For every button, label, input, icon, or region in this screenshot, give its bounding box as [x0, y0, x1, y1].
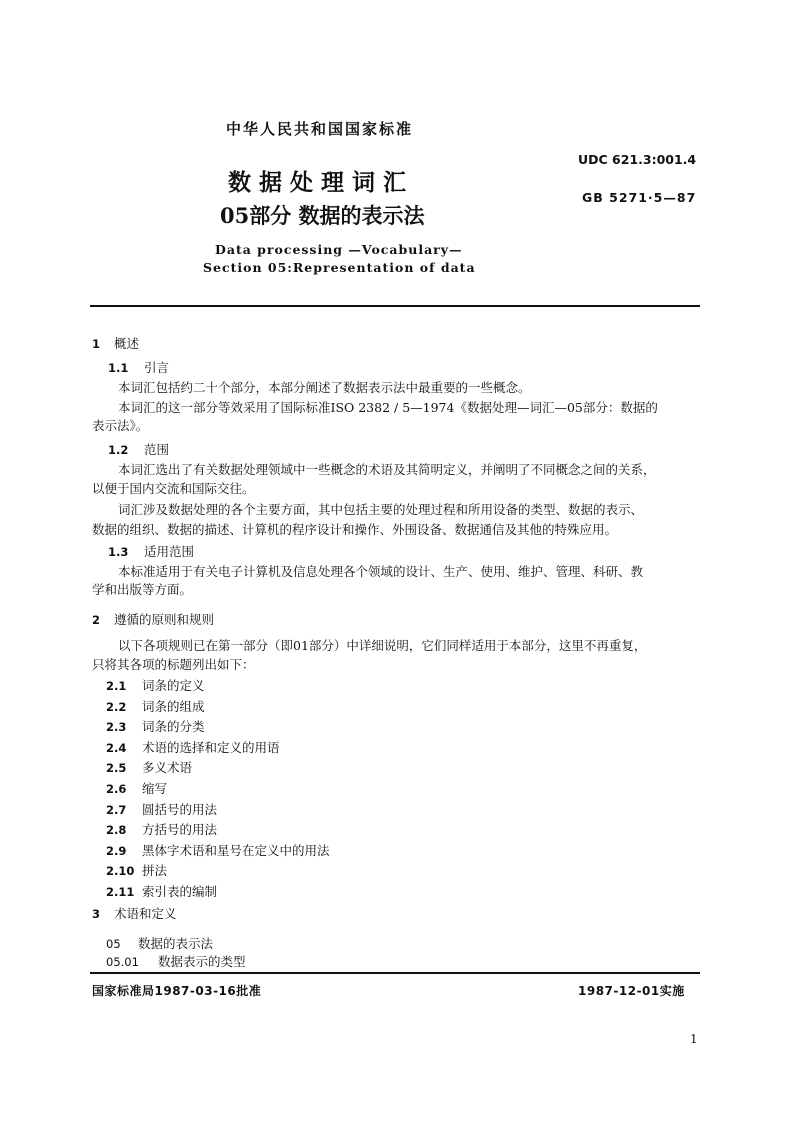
- paragraph: 本词汇选出了有关数据处理领域中一些概念的术语及其简明定义，并阐明了不同概念之间的关系，: [118, 462, 656, 477]
- rules-list: [106, 676, 330, 903]
- section-heading-2: 2 遵循的原则和规则: [92, 612, 214, 627]
- paragraph: 数据的组织、数据的描述、计算机的程序设计和操作、外围设备、数据通信及其他的特殊应用。: [92, 522, 618, 537]
- paragraph: 词汇涉及数据处理的各个主要方面，其中包括主要的处理过程和所用设备的类型、数据的表示、: [118, 502, 644, 517]
- footer-divider: [90, 972, 700, 974]
- gb-code: GB 5271·5—87: [582, 190, 697, 205]
- list-item: 2.10 拼法: [106, 863, 168, 879]
- approval-date: 国家标准局1987-03-16批准: [92, 984, 262, 998]
- list-item: 2.4 术语的选择和定义的用语: [106, 739, 280, 755]
- doc-subtitle-en: Section 05:Representation of data: [203, 260, 476, 275]
- paragraph: 本标准适用于有关电子计算机及信息处理各个领域的设计、生产、使用、维护、管理、科研、教: [118, 564, 644, 579]
- doc-subtitle-zh: 05部分 数据的表示法: [220, 203, 425, 228]
- section-heading-1-1: 1.1 引言: [108, 360, 169, 375]
- section-heading-1-3: 1.3 适用范围: [108, 544, 194, 559]
- list-item: 2.2 词条的组成: [106, 698, 205, 714]
- list-item: 2.8 方括号的用法: [106, 822, 218, 838]
- list-item: 2.5 多义术语: [106, 760, 193, 776]
- doc-title-en: Data processing —Vocabulary—: [215, 242, 463, 257]
- list-item: 2.3 词条的分类: [106, 719, 205, 735]
- paragraph: 学和出版等方面。: [92, 582, 193, 597]
- list-item: 2.1 词条的定义: [106, 678, 205, 693]
- section-heading-3: 3 术语和定义: [92, 906, 177, 921]
- list-item: 2.7 圆括号的用法: [106, 801, 218, 817]
- header-divider: [90, 305, 700, 307]
- udc-code: UDC 621.3:001.4: [578, 152, 697, 167]
- list-item: 2.6 缩写: [106, 780, 168, 796]
- term-subgroup-heading: 05.01 数据表示的类型: [106, 954, 246, 969]
- list-item: 2.11 索引表的编制: [106, 883, 218, 899]
- paragraph: 本词汇的这一部分等效采用了国际标准ISO 2382 / 5—1974《数据处理—词汇—05部分：数据的: [118, 400, 658, 415]
- list-item: 2.9 黑体字术语和星号在定义中的用法: [106, 842, 330, 858]
- section-heading-1: 1 概述: [92, 336, 139, 351]
- paragraph: 本词汇包括约二十个部分，本部分阐述了数据表示法中最重要的一些概念。: [118, 380, 531, 395]
- doc-title-zh: 数 据 处 理 词 汇: [228, 169, 407, 196]
- paragraph: 以下各项规则已在第一部分（即01部分）中详细说明，它们同样适用于本部分，这里不再重复，: [118, 638, 647, 653]
- paragraph: 以便于国内交流和国际交往。: [92, 481, 255, 496]
- paragraph: 只将其各项的标题列出如下：: [92, 657, 255, 672]
- issuing-authority: 中华人民共和国国家标准: [226, 120, 414, 138]
- paragraph: 表示法》。: [92, 418, 149, 433]
- page-number: 1: [690, 1032, 698, 1046]
- term-group-heading: 05 数据的表示法: [106, 936, 213, 951]
- effective-date: 1987-12-01实施: [578, 984, 685, 998]
- section-heading-1-2: 1.2 范围: [108, 442, 169, 457]
